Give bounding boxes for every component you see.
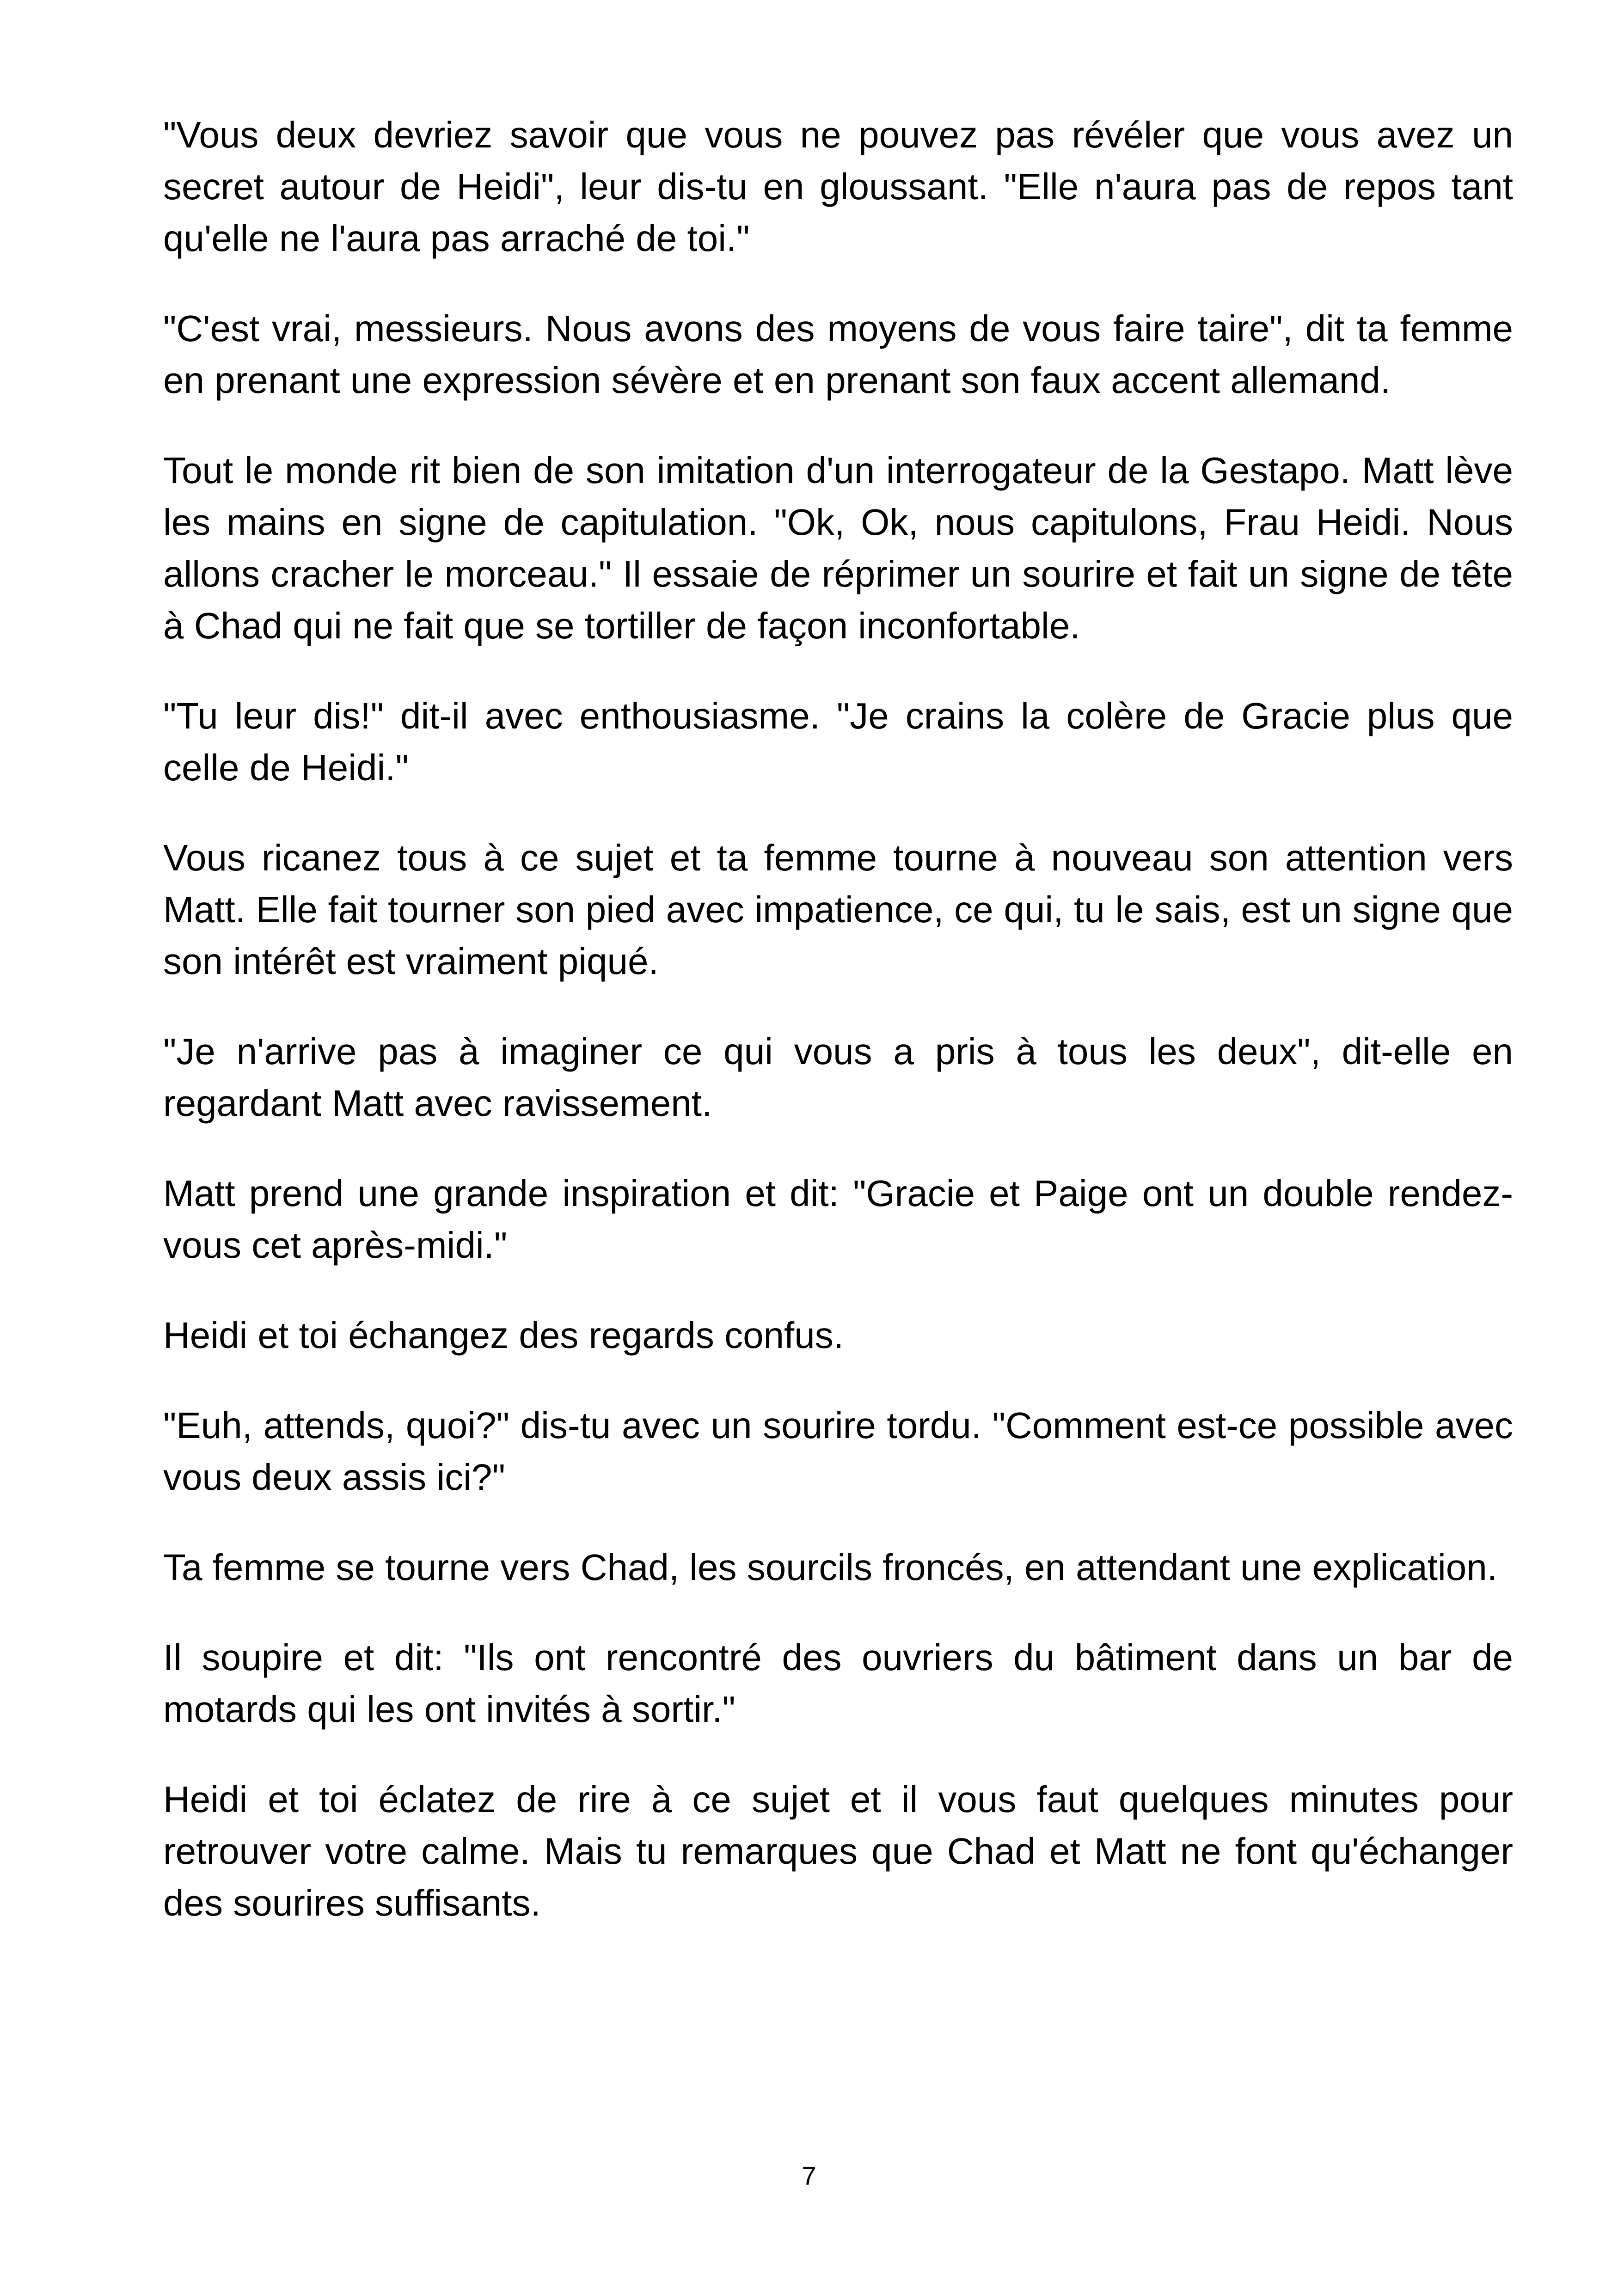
paragraph-1: "Vous deux devriez savoir que vous ne pouvez pas révéler que vous avez un secret autour de Heidi", leur dis-tu en gloussant. "Elle n'aura pas de repos tant qu'elle ne l'aura pas arraché de toi." <box>163 114 1513 259</box>
paragraph-11: Il soupire et dit: "Ils ont rencontré des ouvriers du bâtiment dans un bar de motards qui les ont invités à sortir." <box>163 1637 1513 1730</box>
paragraph-7: Matt prend une grande inspiration et dit: "Gracie et Paige ont un double rendez-vous cet après-midi." <box>163 1173 1513 1266</box>
paragraph-9: "Euh, attends, quoi?" dis-tu avec un sourire tordu. "Comment est-ce possible avec vous deux assis ici?" <box>163 1405 1513 1498</box>
paragraph-5: Vous ricanez tous à ce sujet et ta femme tourne à nouveau son attention vers Matt. Elle fait tourner son pied avec impatience, ce qui, tu le sais, est un signe que son intérêt est vraiment piqué. <box>163 837 1513 982</box>
paragraph-3: Tout le monde rit bien de son imitation d'un interrogateur de la Gestapo. Matt lève les mains en signe de capitulation. "Ok, Ok, nous capitulons, Frau Heidi. Nous allons cracher le morceau." Il essaie de réprimer un sourire et fait un signe de tête à Chad qui ne fait que se tortiller de façon inconfortable. <box>163 450 1513 646</box>
paragraph-4: "Tu leur dis!" dit-il avec enthousiasme. "Je crains la colère de Gracie plus que celle de Heidi." <box>163 695 1513 788</box>
paragraph-10: Ta femme se tourne vers Chad, les sourcils froncés, en attendant une explication. <box>163 1547 1497 1588</box>
body-text <box>163 109 1513 1967</box>
page-number: 7 <box>802 2161 816 2190</box>
paragraph-2: "C'est vrai, messieurs. Nous avons des moyens de vous faire taire", dit ta femme en prenant une expression sévère et en prenant son faux accent allemand. <box>163 308 1513 401</box>
paragraph-12: Heidi et toi éclatez de rire à ce sujet et il vous faut quelques minutes pour retrouver votre calme. Mais tu remarques que Chad et Matt ne font qu'échanger des sourires suffisants. <box>163 1779 1513 1923</box>
paragraph-6: "Je n'arrive pas à imaginer ce qui vous a pris à tous les deux", dit-elle en regardant Matt avec ravissement. <box>163 1031 1513 1124</box>
paragraph-8: Heidi et toi échangez des regards confus. <box>163 1315 844 1356</box>
